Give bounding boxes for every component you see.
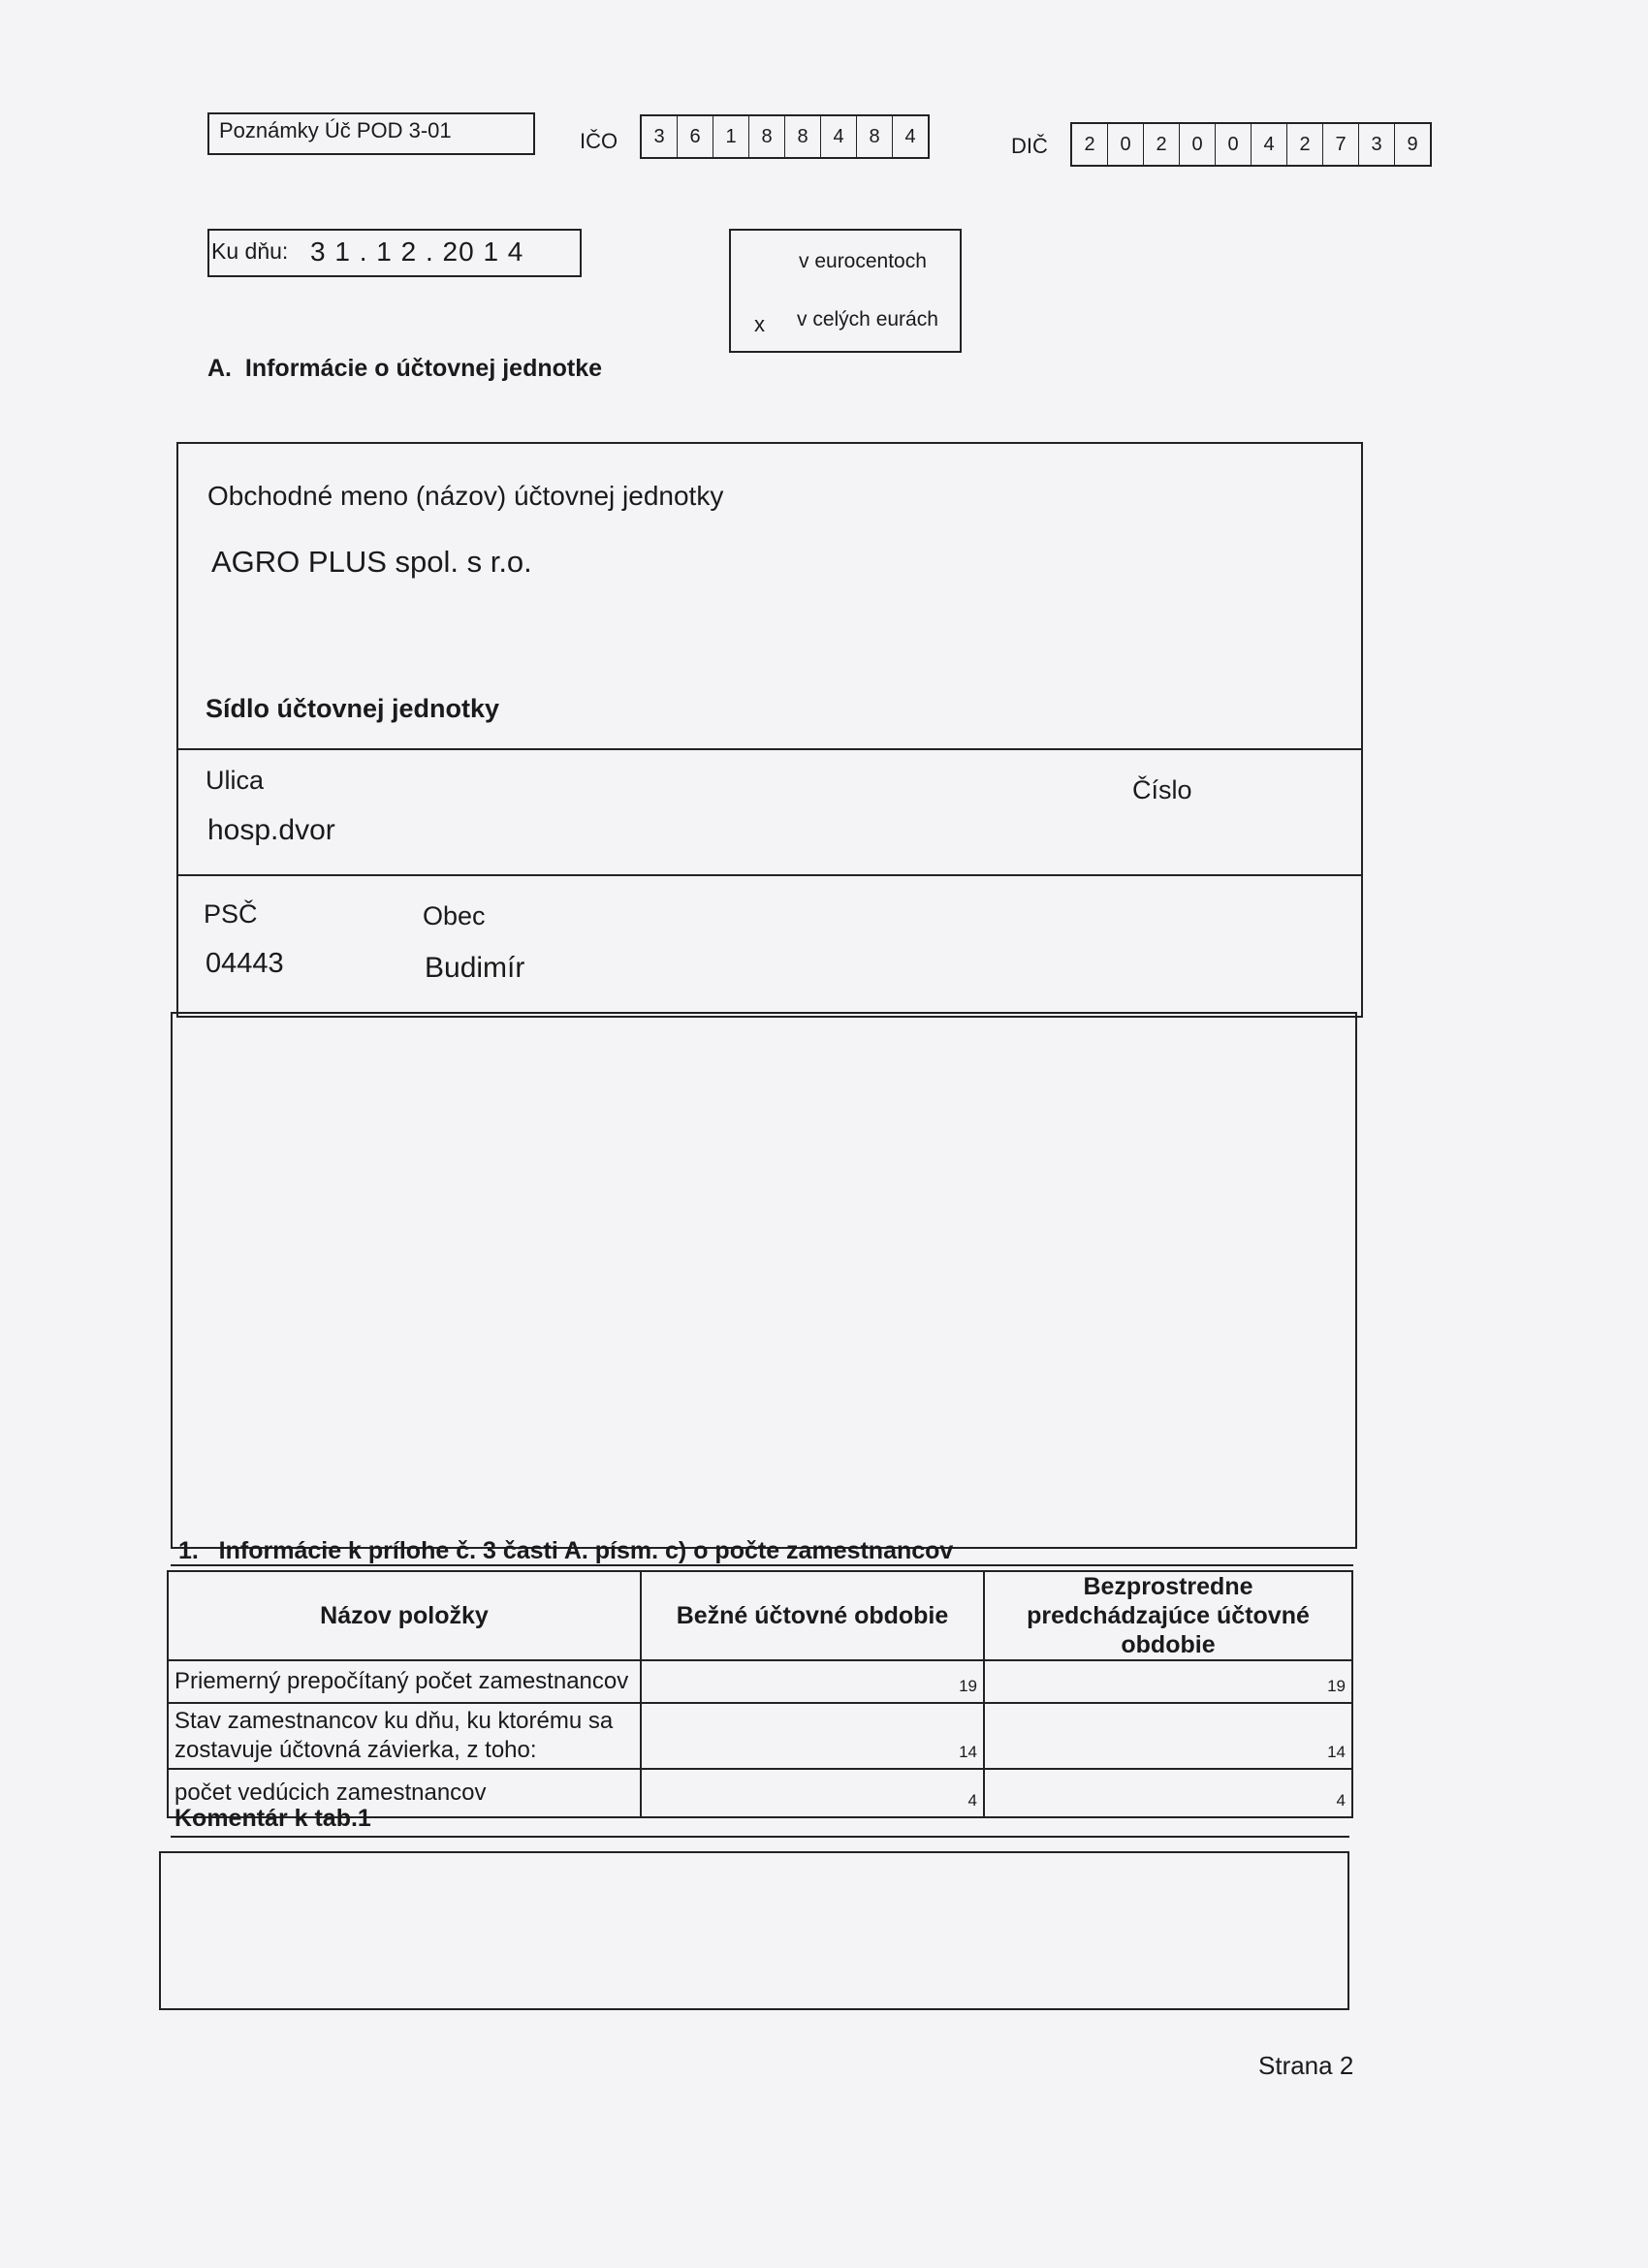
dic-digit: 2	[1287, 124, 1323, 165]
divider-seat	[176, 748, 1363, 750]
dic-digit: 0	[1216, 124, 1252, 165]
ico-digit: 8	[749, 116, 785, 157]
date-label: Ku dňu:	[211, 238, 289, 264]
employees-table	[167, 1570, 1353, 1818]
street-value: hosp.dvor	[207, 814, 335, 846]
psc-value: 04443	[206, 948, 284, 979]
dic-digit: 3	[1359, 124, 1395, 165]
business-name-label: Obchodné meno (názov) účtovnej jednotky	[207, 481, 724, 511]
ico-digit: 4	[904, 125, 916, 147]
dic-digit: 0	[1180, 124, 1216, 165]
section-a-title: A. Informácie o účtovnej jednotke	[207, 355, 603, 382]
row-current-value: 19	[641, 1660, 984, 1703]
header-current-period: Bežné účtovné obdobie	[641, 1571, 984, 1660]
ico-digit: 4	[821, 116, 857, 157]
number-label: Číslo	[1132, 775, 1192, 804]
ico-label: IČO	[580, 129, 618, 153]
ico-digits	[640, 114, 930, 159]
row-name: Stav zamestnancov ku dňu, ku ktorému sa zostavuje účtovná závierka, z toho:	[168, 1703, 641, 1769]
ico-digit: 8	[857, 116, 893, 157]
business-info-box	[176, 442, 1363, 1018]
date-value: 3 1 . 1 2 . 20 1 4	[310, 236, 524, 267]
empty-box	[171, 1012, 1357, 1549]
ico-digit: 1	[713, 116, 749, 157]
section-1-title: 1. Informácie k prílohe č. 3 časti A. písm. c) o počte zamestnancov	[178, 1537, 954, 1564]
dic-digit: 7	[1323, 124, 1359, 165]
row-previous-value: 4	[984, 1769, 1352, 1817]
form-label: Poznámky Úč POD 3-01	[219, 118, 452, 142]
street-label: Ulica	[206, 766, 265, 795]
currency-option-euros: v celých eurách	[797, 308, 938, 331]
dic-digit: 9	[1407, 133, 1418, 155]
city-label: Obec	[423, 901, 486, 930]
comment-underline	[171, 1836, 1349, 1838]
ico-digit: 3	[642, 116, 678, 157]
comment-label: Komentár k tab.1	[174, 1805, 371, 1832]
dic-digit: 4	[1252, 124, 1287, 165]
header-item-name: Názov položky	[168, 1571, 641, 1660]
row-previous-value: 14	[984, 1703, 1352, 1769]
dic-digit: 2	[1072, 124, 1108, 165]
currency-option-cents: v eurocentoch	[799, 250, 927, 272]
ico-digit: 6	[678, 116, 713, 157]
row-name: Priemerný prepočítaný počet zamestnancov	[168, 1660, 641, 1703]
row-current-value: 4	[641, 1769, 984, 1817]
dic-digit: 2	[1144, 124, 1180, 165]
row-name: počet vedúcich zamestnancov	[168, 1769, 641, 1817]
row-current-value: 14	[641, 1703, 984, 1769]
comment-box	[159, 1851, 1349, 2010]
seat-label: Sídlo účtovnej jednotky	[206, 694, 500, 723]
dic-digits	[1070, 122, 1432, 167]
business-name: AGRO PLUS spol. s r.o.	[211, 545, 532, 579]
row-previous-value: 19	[984, 1660, 1352, 1703]
divider-address	[176, 874, 1363, 876]
dic-digit: 0	[1108, 124, 1144, 165]
page-number: Strana 2	[1258, 2051, 1354, 2080]
city-value: Budimír	[425, 952, 525, 984]
currency-mark: x	[754, 312, 765, 336]
header-previous-period: Bezprostredne predchádzajúce účtovné obdobie	[984, 1571, 1352, 1660]
section-1-underline	[171, 1564, 1353, 1566]
ico-digit: 8	[785, 116, 821, 157]
psc-label: PSČ	[204, 899, 258, 929]
dic-label: DIČ	[1011, 134, 1048, 158]
